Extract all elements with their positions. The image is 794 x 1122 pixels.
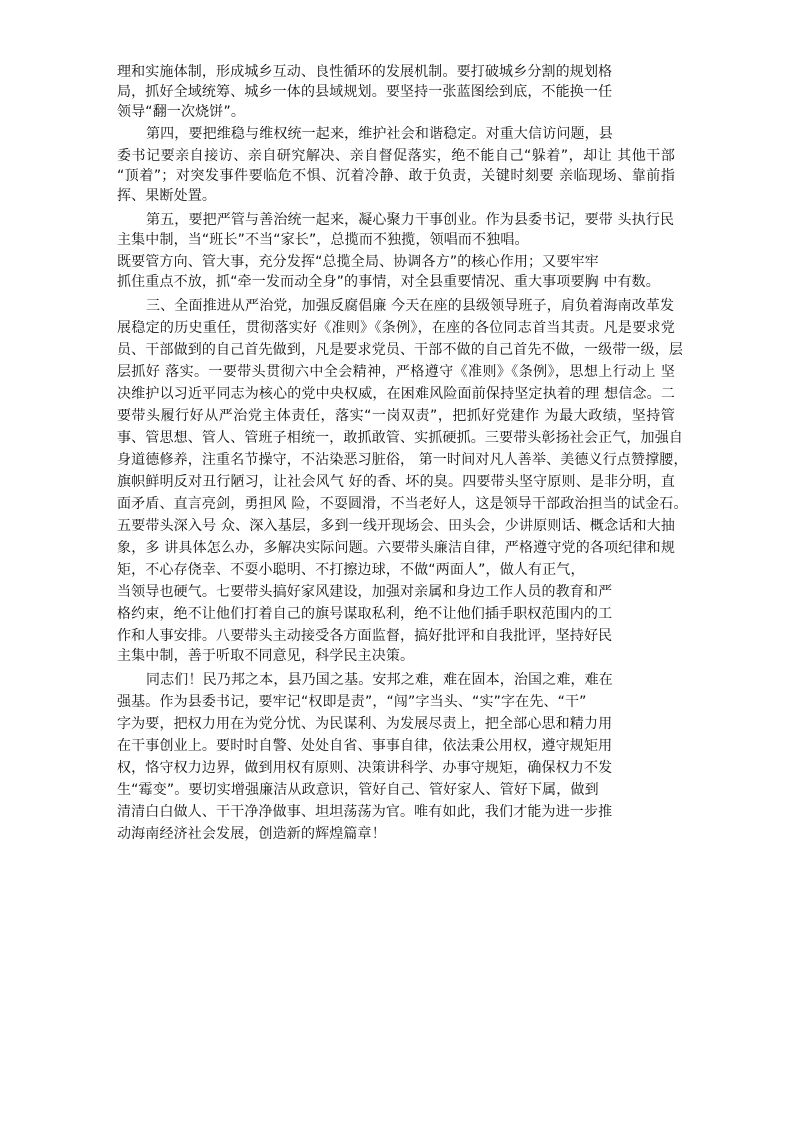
text-line: 领导“翻一次烧饼”。 [117, 104, 246, 120]
text-line: 象，多 讲具体怎么办，多解决实际问题。六要带头廉洁自律，严格遵守党的各项纪律和规 [117, 540, 675, 556]
text-line: “顶着”；对突发事件要临危不惧、沉着冷静、敢于负责，关键时刻要 亲临现场、靠前指 [117, 168, 675, 184]
text-line: 决维护以习近平同志为核心的党中央权威，在困难风险面前保持坚定执着的理 想信念。二 [117, 386, 675, 402]
text-line: 动海南经济社会发展，创造新的辉煌篇章！ [117, 826, 386, 842]
text-line: 面矛盾、直言亮剑，勇担风 险，不耍圆滑，不当老好人，这是领导干部政治担当的试金石。 [117, 496, 688, 512]
text-line: 挥、果断处置。 [117, 188, 217, 204]
text-line: 清清白白做人、干干净净做事、坦坦荡荡为官。唯有如此，我们才能为进一步推 [117, 804, 613, 820]
text-line: 主集中制，善于听取不同意见，科学民主决策。 [117, 648, 415, 664]
text-line: 既要管方向、管大事，充分发挥“总揽全局、协调各方”的核心作用；又要牢牢 [117, 254, 599, 270]
text-line: 抓住重点不放，抓“牵一发而动全身”的事情，对全县重要情况、重大事项要胸 中有数。 [117, 274, 660, 290]
text-line: 第五，要把严管与善治统一起来，凝心聚力干事创业。作为县委书记，要带 头执行民 [146, 212, 675, 228]
text-line: 强基。作为县委书记，要牢记“权即是责”，“闯”字当头、“实”字在先、“干” [117, 694, 587, 710]
text-line: 员、干部做到的自己首先做到，凡是要求党员、干部不做的自己首先不做，一级带一级，层 [117, 342, 683, 358]
text-line: 第四，要把维稳与维权统一起来，维护社会和谐稳定。对重大信访问题，县 [146, 126, 613, 142]
text-line: 当领导也硬气。七要带头搞好家风建设，加强对亲属和身边工作人员的教育和严 [117, 584, 613, 600]
text-line: 在干事创业上。要时时自警、处处自省、事事自律，依法秉公用权，遵守规矩用 [117, 738, 613, 754]
text-line: 格约束，绝不让他们打着自己的旗号谋取私利，绝不让他们插手职权范围内的工 [117, 606, 613, 622]
text-line: 旗帜鲜明反对丑行陋习，让社会风气 好的香、坏的臭。四要带头坚守原则、是非分明，直 [117, 474, 675, 490]
text-line: 层抓好 落实。一要带头贯彻六中全会精神，严格遵守《准则》《条例》，思想上行动上 坚 [117, 364, 675, 380]
text-line: 作和人事安排。八要带头主动接受各方面监督，搞好批评和自我批评，坚持好民 [117, 628, 613, 644]
text-line: 矩，不心存侥幸、不耍小聪明、不打擦边球，不做“两面人”，做人有正气， [117, 562, 585, 578]
text-line: 要带头履行好从严治党主体责任，落实“一岗双责”，把抓好党建作 为最大政绩，坚持管 [117, 408, 675, 424]
text-line: 五要带头深入号 众、深入基层，多到一线开现场会、田头会，少讲原则话、概念话和大抽 [117, 518, 675, 534]
text-line: 展稳定的历史重任，贯彻落实好《准则》《条例》，在座的各位同志首当其责。凡是要求党 [117, 320, 675, 336]
text-line: 同志们！民乃邦之本，县乃国之基。安邦之难，难在固本，治国之难，难在 [146, 672, 613, 688]
text-line: 委书记要亲自接访、亲自研究解决、亲自督促落实，绝不能自己“躲着”，却让 其他干部 [117, 148, 675, 164]
text-line: 三、全面推进从严治党，加强反腐倡廉 今天在座的县级领导班子，肩负着海南改革发 [146, 298, 675, 314]
text-line: 生“霉变”。要切实增强廉洁从政意识，管好自己、管好家人、管好下属，做到 [117, 782, 599, 798]
text-line: 理和实施体制，形成城乡互动、良性循环的发展机制。要打破城乡分割的规划格 [117, 64, 613, 80]
text-line: 事、管思想、管人、管班子相统一，敢抓敢管、实抓硬抓。三要带头彰扬社会正气，加强自 [117, 430, 683, 446]
text-line: 权，恪守权力边界，做到用权有原则、决策讲科学、办事守规矩，确保权力不发 [117, 760, 613, 776]
text-line: 身道德修养，注重名节操守，不沾染恶习脏俗， 第一时间对凡人善举、美德义行点赞撑腰， [117, 452, 688, 468]
text-line: 字为要，把权力用在为党分忧、为民谋利、为发展尽责上，把全部心思和精力用 [117, 716, 613, 732]
text-line: 主集中制，当“班长”不当“家长”，总揽而不独揽，领唱而不独唱。 [117, 232, 529, 248]
text-line: 局，抓好全域统筹、城乡一体的县域规划。要坚持一张蓝图绘到底，不能换一任 [117, 84, 613, 100]
